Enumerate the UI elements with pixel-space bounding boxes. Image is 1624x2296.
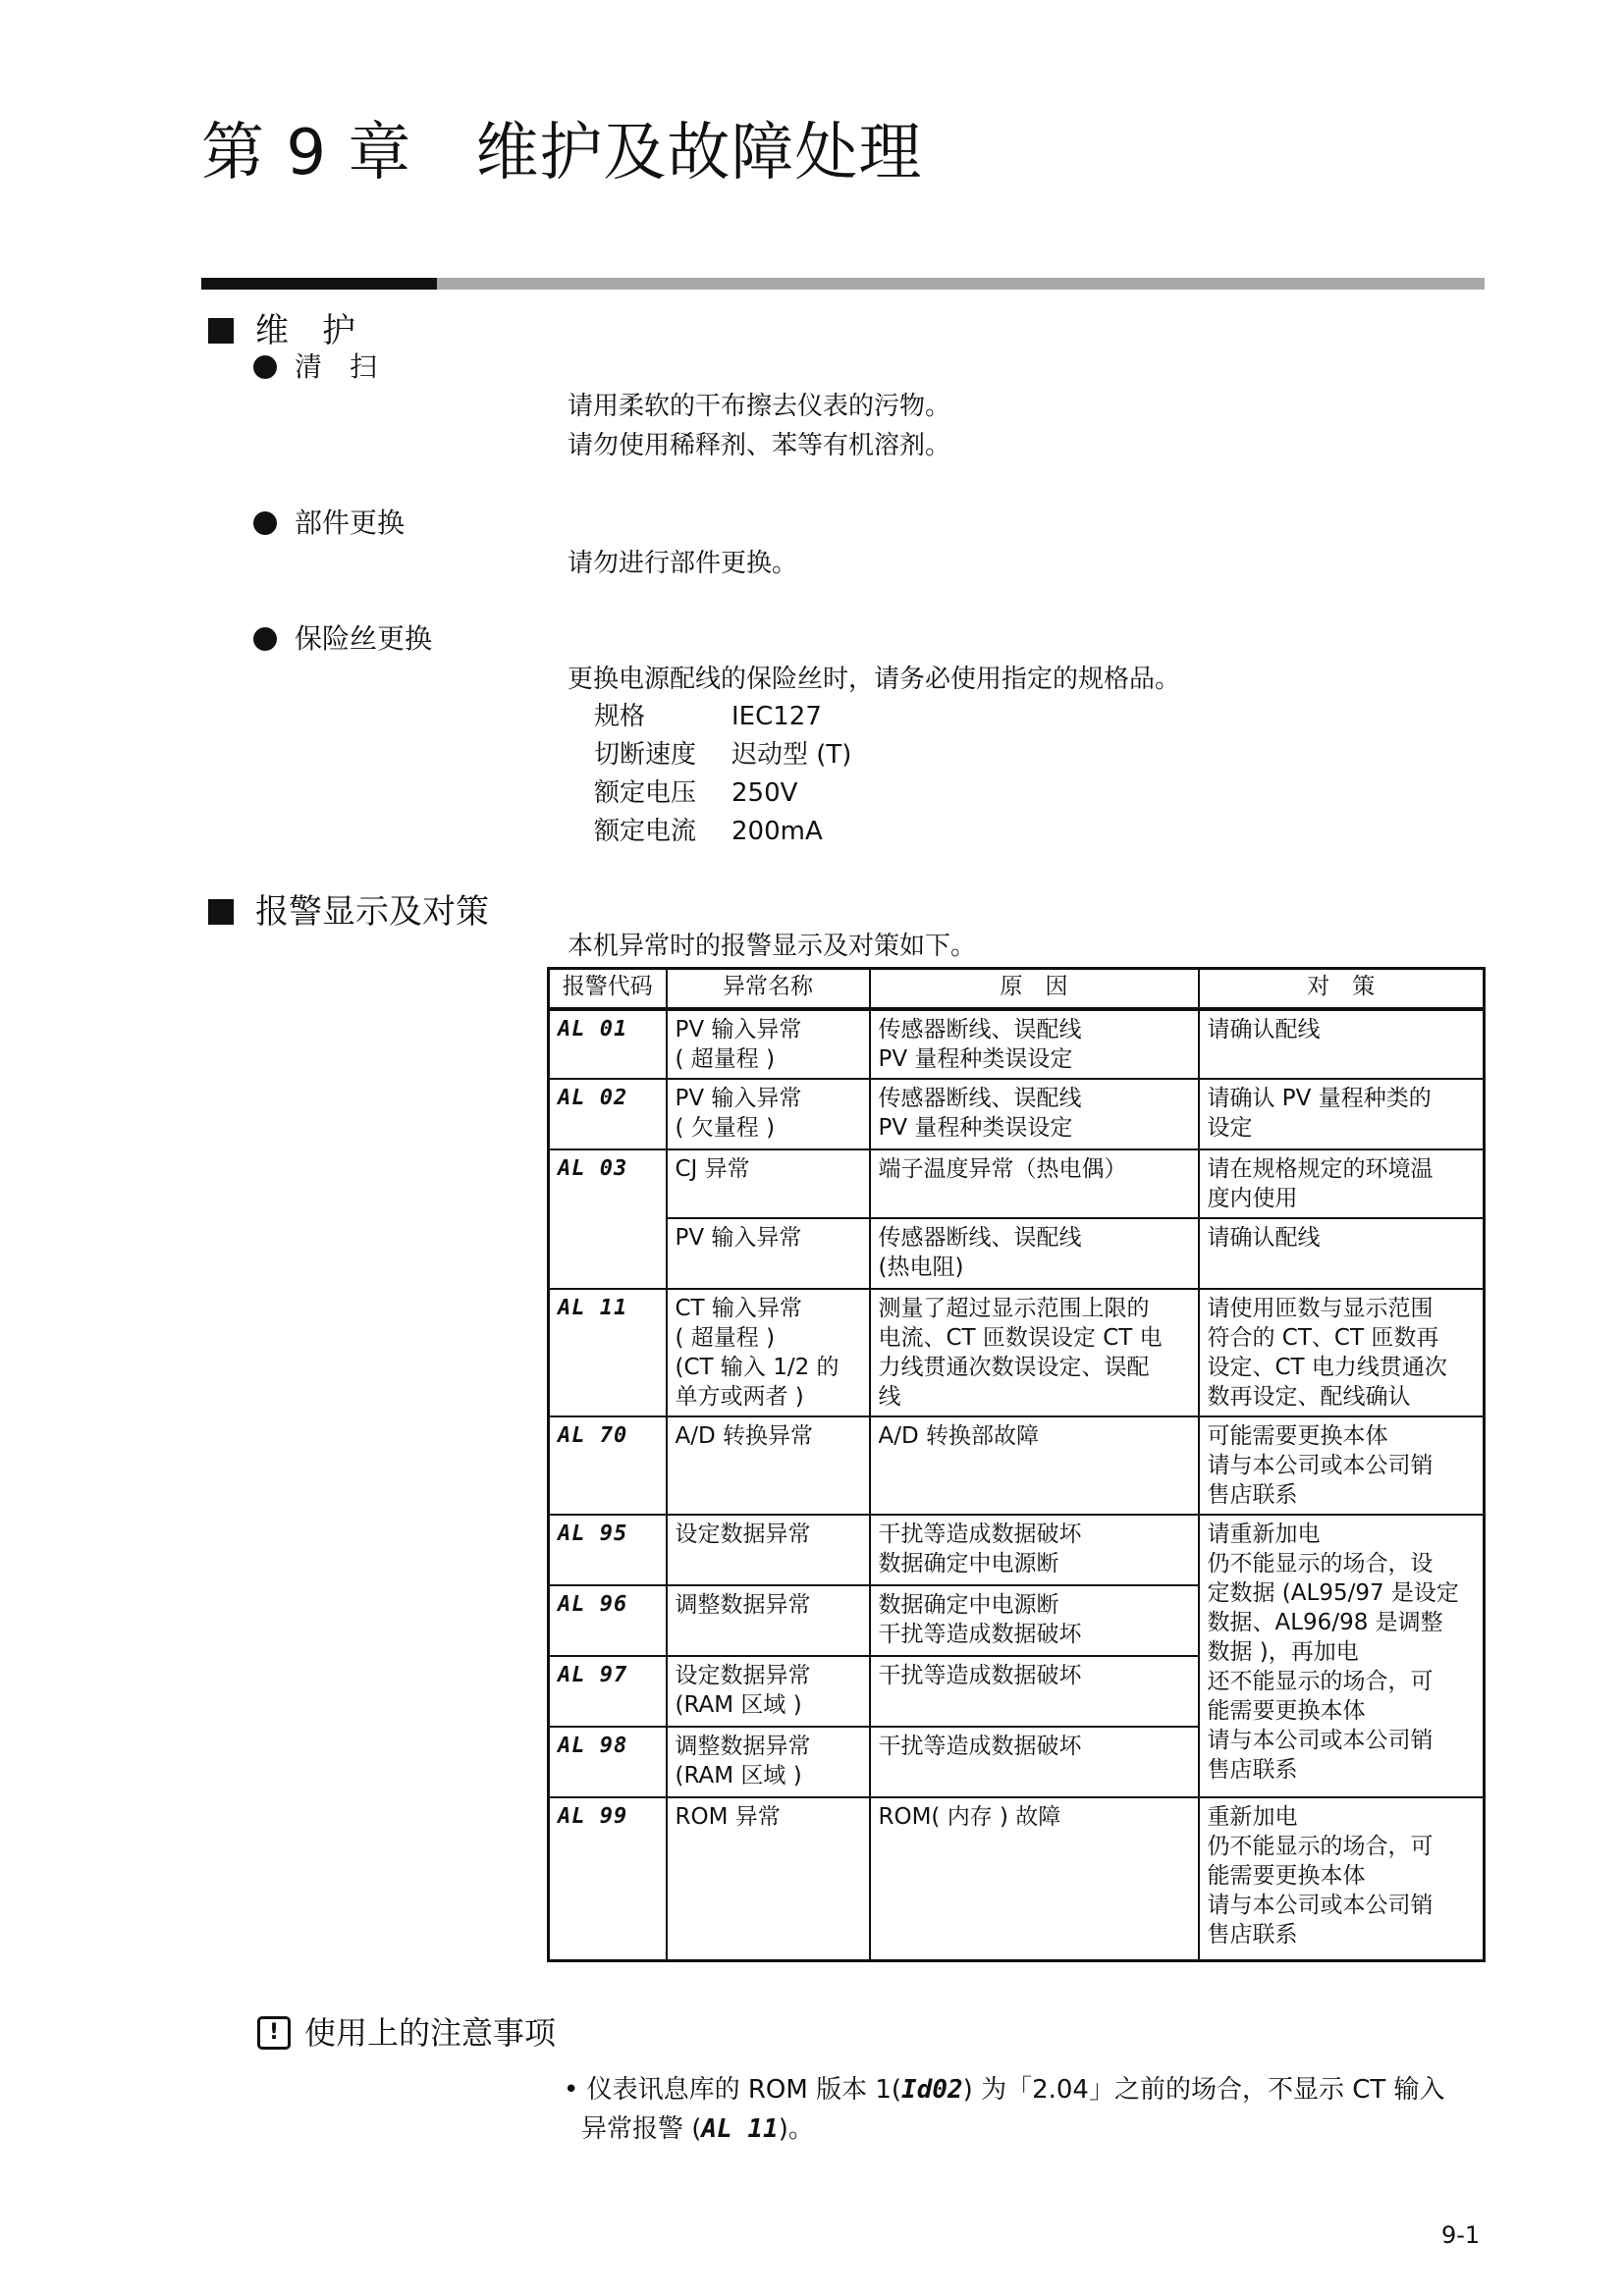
alarm-code: AL 98 [549, 1727, 667, 1797]
table-header-row [549, 969, 1485, 1010]
note-text-part: • 仪表讯息库的 ROM 版本 1( [564, 2075, 902, 2105]
table-row [549, 1416, 1485, 1515]
alarm-intro: 本机异常时的报警显示及对策如下。 [568, 932, 977, 961]
alarm-code: AL 99 [549, 1797, 667, 1960]
chapter-rule-dark [201, 278, 437, 290]
alarm-code: AL 11 [549, 1289, 667, 1416]
fuse-spec-row [594, 774, 797, 812]
error-name: 设定数据异常 [667, 1515, 870, 1585]
alarm-code: AL 70 [549, 1416, 667, 1515]
cause: 数据确定中电源断 干扰等造成数据破坏 [870, 1585, 1199, 1656]
error-name: ROM 异常 [667, 1797, 870, 1960]
cause: 测量了超过显示范围上限的 电流、CT 匝数误设定 CT 电 力线贯通次数误设定、误配 线 [870, 1289, 1199, 1416]
table-row [549, 1797, 1485, 1960]
exclamation-box-icon: ! [257, 2016, 291, 2050]
fuse-spec-row [594, 698, 822, 735]
cause: A/D 转换部故障 [870, 1416, 1199, 1515]
table-row [549, 1515, 1485, 1585]
table-row [549, 1149, 1485, 1218]
alarm-code: AL 03 [549, 1149, 667, 1289]
square-bullet-icon [208, 318, 234, 344]
header-error-name: 异常名称 [667, 969, 870, 1010]
note-text-part: ) 为「2.04」之前的场合，不显示 CT 输入 [962, 2075, 1445, 2105]
cause: 干扰等造成数据破坏 [870, 1656, 1199, 1727]
fuse-spec-key: 切断速度 [594, 740, 697, 770]
alarm-code: AL 95 [549, 1515, 667, 1585]
subsection-parts-title: 部件更换 [295, 507, 406, 539]
alarm-code: AL 01 [549, 1009, 667, 1079]
fuse-spec-value: 200mA [731, 817, 823, 846]
alarm-code: AL 96 [549, 1585, 667, 1656]
note-heading [257, 2012, 556, 2054]
error-name: CJ 异常 [667, 1149, 870, 1218]
subsection-fuse [253, 621, 432, 657]
error-name: PV 输入异常 ( 超量程 ) [667, 1009, 870, 1079]
action: 请使用匝数与显示范围 符合的 CT、CT 匝数再 设定、CT 电力线贯通次 数再设定、配线确认 [1199, 1289, 1485, 1416]
fuse-spec-key: 额定电流 [594, 817, 697, 846]
subsection-cleaning-title: 清 扫 [295, 350, 378, 383]
cause: 传感器断线、误配线 PV 量程种类误设定 [870, 1079, 1199, 1149]
fuse-spec-value: 迟动型 (T) [731, 740, 852, 770]
note-text-part: 异常报警 ( [581, 2114, 702, 2144]
header-cause: 原 因 [870, 969, 1199, 1010]
note-line-2 [581, 2110, 814, 2148]
action: 重新加电 仍不能显示的场合，可 能需要更换本体 请与本公司或本公司销 售店联系 [1199, 1797, 1485, 1960]
chapter-title: 第 9 章 维护及故障处理 [201, 117, 923, 189]
fuse-spec-row [594, 813, 823, 850]
circle-bullet-icon [253, 355, 277, 379]
error-name: A/D 转换异常 [667, 1416, 870, 1515]
subsection-parts [253, 506, 405, 541]
cleaning-line-1: 请用柔软的干布擦去仪表的污物。 [568, 392, 951, 421]
fuse-spec-value: IEC127 [731, 702, 822, 731]
note-text-part: )。 [778, 2114, 814, 2144]
subsection-fuse-title: 保险丝更换 [295, 622, 433, 655]
table-row [549, 1218, 1485, 1289]
cause: 传感器断线、误配线 PV 量程种类误设定 [870, 1009, 1199, 1079]
fuse-spec-row [594, 736, 851, 774]
section-maintenance-title: 维 护 [255, 311, 355, 350]
fuse-spec-key: 额定电压 [594, 778, 697, 808]
cause: 传感器断线、误配线 (热电阻) [870, 1218, 1199, 1289]
fuse-spec-key: 规格 [594, 702, 646, 731]
cause: ROM( 内存 ) 故障 [870, 1797, 1199, 1960]
circle-bullet-icon [253, 627, 277, 651]
alarm-table [547, 967, 1486, 1962]
cause: 端子温度异常（热电偶） [870, 1149, 1199, 1218]
page-number: 9-1 [1441, 2221, 1481, 2249]
cause: 干扰等造成数据破坏 [870, 1727, 1199, 1797]
section-alarm-title: 报警显示及对策 [255, 892, 489, 932]
action: 请确认配线 [1199, 1009, 1485, 1079]
error-name: 调整数据异常 [667, 1585, 870, 1656]
circle-bullet-icon [253, 511, 277, 535]
error-name: PV 输入异常 ( 欠量程 ) [667, 1079, 870, 1149]
table-row [549, 1079, 1485, 1149]
parts-line-1: 请勿进行部件更换。 [568, 549, 798, 578]
action: 请确认 PV 量程种类的 设定 [1199, 1079, 1485, 1149]
section-maintenance [208, 309, 355, 352]
table-row [549, 1289, 1485, 1416]
note-title: 使用上的注意事项 [304, 2014, 557, 2052]
alarm-code: AL 97 [549, 1656, 667, 1727]
action: 请在规格规定的环境温 度内使用 [1199, 1149, 1485, 1218]
section-alarm [208, 890, 489, 934]
fuse-intro: 更换电源配线的保险丝时，请务必使用指定的规格品。 [568, 665, 1181, 694]
error-name: PV 输入异常 [667, 1218, 870, 1289]
header-action: 对 策 [1199, 969, 1485, 1010]
error-name: CT 输入异常 ( 超量程 ) (CT 输入 1/2 的 单方或两者 ) [667, 1289, 870, 1416]
error-name: 调整数据异常 (RAM 区域 ) [667, 1727, 870, 1797]
note-code: AL 11 [701, 2114, 779, 2144]
chapter-rule-light [437, 278, 1485, 290]
note-code: Id02 [901, 2075, 963, 2105]
subsection-cleaning [253, 349, 377, 385]
cause: 干扰等造成数据破坏 数据确定中电源断 [870, 1515, 1199, 1585]
square-bullet-icon [208, 899, 234, 925]
error-name: 设定数据异常 (RAM 区域 ) [667, 1656, 870, 1727]
action: 可能需要更换本体 请与本公司或本公司销 售店联系 [1199, 1416, 1485, 1515]
fuse-spec-value: 250V [731, 778, 798, 808]
note-line-1 [564, 2071, 1445, 2109]
header-alarm-code: 报警代码 [549, 969, 667, 1010]
action: 请确认配线 [1199, 1218, 1485, 1289]
action: 请重新加电 仍不能显示的场合，设 定数据 (AL95/97 是设定 数据、AL96/98 是调整 数据 )，再加电 还不能显示的场合，可 能需要更换本体 请与本公司或本公司销 售店联系 [1199, 1515, 1485, 1797]
cleaning-line-2: 请勿使用稀释剂、苯等有机溶剂。 [568, 431, 951, 460]
table-row [549, 1009, 1485, 1079]
alarm-code: AL 02 [549, 1079, 667, 1149]
